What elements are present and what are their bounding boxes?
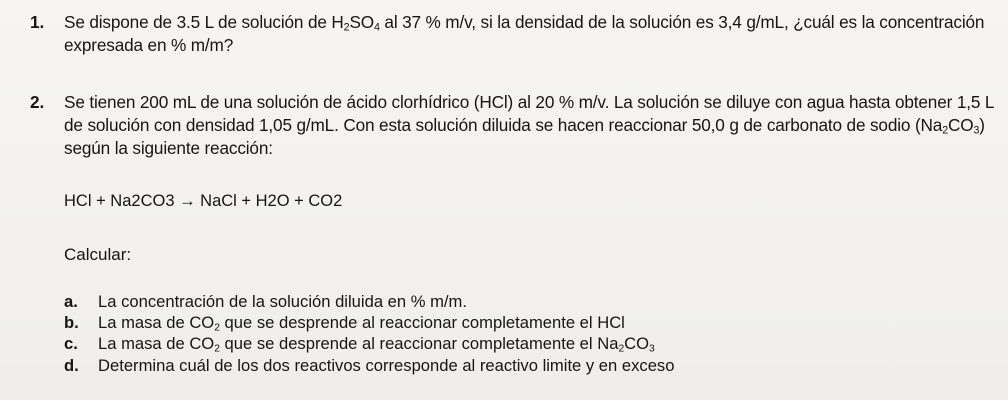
text-segment: La masa de CO	[98, 313, 215, 333]
item-letter: d.	[64, 355, 79, 375]
text-segment: Se dispone de 3.5 L de solución de H	[64, 12, 344, 32]
subscript: 2	[214, 343, 220, 355]
text-segment: Se tienen 200 mL de una solución de ácido clorhídrico (HCl) al 20 % m/v. La solución se diluye con agua hasta obtener 1,5 L de solución con densidad 1,05 g/mL. Con esta solución diluida se hacen reaccionar 50,0 g de carbonato de sodio (Na	[64, 92, 994, 135]
text-segment: al 37 % m/v, si la densidad de la solución es 3,4 g/mL, ¿cuál es la concentración expresada en % m/m?	[64, 12, 985, 55]
question-number: 1.	[30, 12, 45, 32]
subscript: 2	[618, 343, 625, 355]
text-segment: ) según la siguiente reacción:	[64, 115, 985, 158]
question-number: 2.	[30, 92, 45, 112]
text-segment: que se desprende al reaccionar completamente el Na	[219, 334, 619, 354]
text-segment: CO	[947, 115, 974, 135]
text-segment: que se desprende al reaccionar completamente el HCl	[219, 313, 625, 333]
question-text	[64, 91, 996, 160]
item-letter: c.	[64, 334, 78, 354]
subquestion-a	[64, 291, 674, 312]
subscript: 2	[343, 21, 350, 34]
chemical-equation: HCl + Na2CO3 → NaCl + H2O + CO2	[64, 192, 343, 210]
subquestion-list	[64, 291, 674, 376]
subscript: 2	[214, 322, 220, 334]
subscript: 3	[973, 124, 980, 137]
item-letter: b.	[64, 313, 79, 333]
text-segment: CO	[624, 334, 650, 354]
subscript: 4	[374, 21, 380, 34]
question-1	[30, 11, 996, 57]
subscript: 3	[649, 343, 655, 355]
item-text: Determina cuál de los dos reactivos corresponde al reactivo limite y en exceso	[98, 355, 675, 375]
question-text	[64, 11, 996, 57]
item-text: La concentración de la solución diluida en % m/m.	[98, 292, 467, 311]
item-letter: a.	[64, 292, 78, 311]
subquestion-b	[64, 312, 674, 333]
text-segment: SO	[349, 12, 374, 32]
text-segment: La masa de CO	[98, 334, 215, 354]
item-text	[98, 313, 625, 332]
subquestion-d	[64, 355, 674, 376]
subquestion-c	[64, 333, 674, 354]
subscript: 2	[942, 124, 948, 137]
item-text	[98, 334, 655, 353]
question-2	[30, 91, 996, 160]
calcular-heading: Calcular:	[64, 245, 132, 264]
